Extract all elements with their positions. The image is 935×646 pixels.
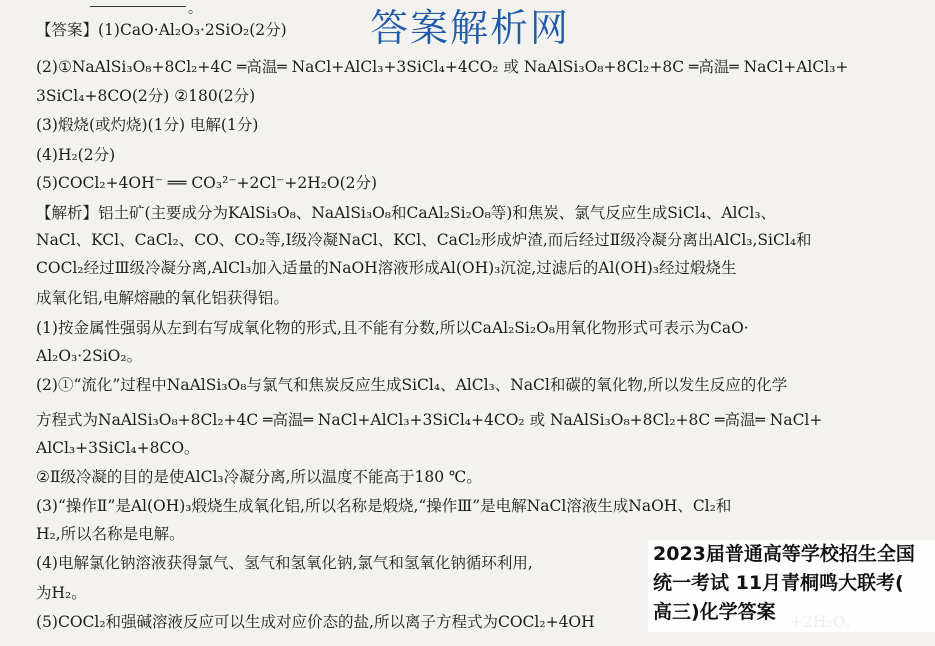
analysis-q2-line-4: ②Ⅱ级冷凝的目的是使AlCl₃冷凝分离,所以温度不能高于180 ℃。 (36, 468, 482, 486)
answer-line-5: (4)H₂(2分) (36, 146, 116, 164)
analysis-q4-line-2: 为H₂。 (36, 584, 87, 602)
analysis-q2-line-3: AlCl₃+3SiCl₄+8CO。 (36, 439, 200, 457)
answer-line-4: (3)煅烧(或灼烧)(1分) 电解(1分) (36, 116, 259, 134)
analysis-q1-line-2: Al₂O₃·2SiO₂。 (36, 347, 143, 365)
badge-line-3: 高三)化学答案 (653, 601, 776, 623)
answer-line-2: (2)①NaAlSi₃O₈+8Cl₂+4C ═高温═ NaCl+AlCl₃+3SiCl₄+4CO₂ 或 NaAlSi₃O₈+8Cl₂+8C ═高温═ NaCl+AlCl₃+ (36, 58, 849, 76)
analysis-q2-line-2: 方程式为NaAlSi₃O₈+8Cl₂+4C ═高温═ NaCl+AlCl₃+3SiCl₄+4CO₂ 或 NaAlSi₃O₈+8Cl₂+8C ═高温═ NaCl+ (36, 411, 823, 429)
badge-line-2: 统一考试 11月青桐鸣大联考( (653, 572, 904, 594)
answer-line-1: 【答案】(1)CaO·Al₂O₃·2SiO₂(2分) (36, 21, 287, 39)
analysis-q4-line-1: (4)电解氯化钠溶液获得氯气、氢气和氢氧化钠,氯气和氢氧化钠循环利用, (36, 554, 533, 572)
analysis-line-2: NaCl、KCl、CaCl₂、CO、CO₂等,Ⅰ级冷凝NaCl、KCl、CaCl₂形成炉渣,而后经过Ⅱ级冷凝分离出AlCl₃,SiCl₄和 (36, 231, 812, 249)
analysis-q5-line-1: (5)COCl₂和强碱溶液反应可以生成对应价态的盐,所以离子方程式为COCl₂+4OH (36, 613, 595, 631)
analysis-q3-line-1: (3)“操作Ⅱ”是Al(OH)₃煅烧生成氧化铝,所以名称是煅烧,“操作Ⅲ”是电解NaCl溶液生成NaOH、Cl₂和 (36, 497, 732, 515)
analysis-q1-line-1: (1)按金属性强弱从左到右写成氧化物的形式,且不能有分数,所以CaAl₂Si₂O₈用氧化物形式可表示为CaO· (36, 319, 749, 337)
top-rule (90, 6, 186, 7)
analysis-line-1: 【解析】铝土矿(主要成分为KAlSi₃O₈、NaAlSi₃O₈和CaAl₂Si₂O₈等)和焦炭、氯气反应生成SiCl₄、AlCl₃、 (36, 204, 777, 222)
analysis-q2-line-1: (2)①“流化”过程中NaAlSi₃O₈与氯气和焦炭反应生成SiCl₄、AlCl₃、NaCl和碳的氧化物,所以发生反应的化学 (36, 376, 788, 394)
top-dot: 。 (188, 1, 202, 17)
answer-line-3: 3SiCl₄+8CO(2分) ②180(2分) (36, 87, 256, 105)
analysis-line-4: 成氧化铝,电解熔融的氧化铝获得铝。 (36, 289, 289, 307)
analysis-q3-line-2: H₂,所以名称是电解。 (36, 525, 185, 543)
analysis-line-3: COCl₂经过Ⅲ级冷凝分离,AlCl₃加入适量的NaOH溶液形成Al(OH)₃沉淀,过滤后的Al(OH)₃经过煅烧生 (36, 259, 737, 277)
title-badge (648, 540, 935, 632)
watermark-logo: 答案解析网 (370, 6, 571, 50)
answer-line-6: (5)COCl₂+4OH⁻ ══ CO₃²⁻+2Cl⁻+2H₂O(2分) (36, 174, 378, 192)
badge-line-1: 2023届普通高等学校招生全国 (653, 543, 915, 565)
